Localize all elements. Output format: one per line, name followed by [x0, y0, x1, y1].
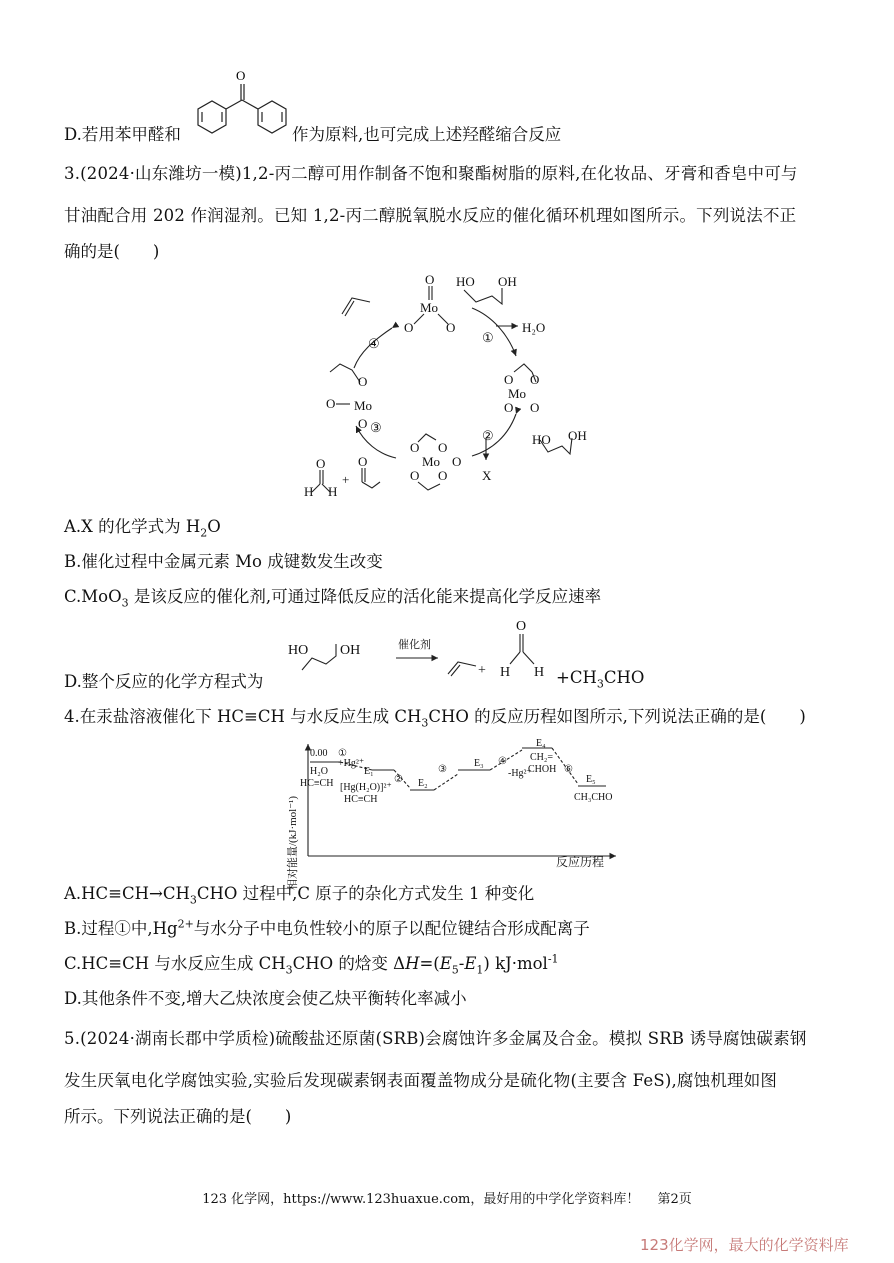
q3-stem-line-2: 甘油配合用 202 作润湿剂。已知 1,2-丙二醇脱氧脱水反应的催化循环机理如图所示。下列说法不正: [64, 206, 797, 225]
plus-sign: +: [342, 472, 350, 487]
moo3-mo: Mo: [420, 300, 439, 315]
chart-product: CH₃CHO: [574, 792, 613, 803]
q3-option-a: A.X 的化学式为 $H_2O$: [64, 517, 221, 540]
q4-option-d: D.其他条件不变,增大乙炔浓度会使乙炔平衡转化率减小: [64, 989, 467, 1008]
watermark: 123化学网，最大的化学资料库: [640, 1236, 849, 1254]
h2o-product: H₂O: [522, 320, 546, 335]
right-o1: O: [504, 372, 514, 387]
left-o1: O: [358, 374, 368, 389]
q5-stem-line-1: 5.(2024·湖南长郡中学质检)硫酸盐还原菌(SRB)会腐蚀许多金属及合金。模拟 SRB 诱导腐蚀碳素钢: [64, 1029, 807, 1048]
q3-stem-line-1: 3.(2024·山东潍坊一模)1,2-丙二醇可用作制备不饱和聚酯树脂的原料,在化妆品、牙膏和香皂中可与: [64, 164, 798, 183]
q5-stem-line-3: 所示。下列说法正确的是( ): [64, 1107, 292, 1126]
catalytic-cycle-diagram: [296, 264, 606, 504]
energy-profile-chart: [282, 738, 622, 891]
eq-o: O: [516, 619, 527, 634]
chart-enol2: CHOH: [528, 764, 557, 775]
chart-hg-minus: -Hg²⁺: [508, 768, 532, 779]
chart-step1: ①: [338, 748, 347, 759]
step-1: ①: [482, 330, 494, 345]
chart-step4: ④: [498, 756, 507, 767]
q3-option-c: C.MoO$_3$ 是该反应的催化剂,可通过降低反应的活化能来提高化学反应速率: [64, 587, 602, 610]
q2-option-d: [64, 121, 181, 145]
chart-hcch: HC≡CH: [300, 778, 334, 789]
left-mo: Mo: [354, 398, 373, 413]
bottom-o4: O: [438, 468, 448, 483]
q3-stem-line-3: 确的是( ): [64, 242, 160, 261]
bottom-o3: O: [410, 468, 420, 483]
chart-ylabel: 相对能量/(kJ·mol⁻¹): [287, 796, 299, 891]
eq-ho: HO: [288, 643, 309, 658]
moo3-o-right: O: [446, 320, 456, 335]
hcho-o: O: [316, 456, 326, 471]
right-o3: O: [504, 400, 514, 415]
diol-ho-bottom: HO: [532, 432, 551, 447]
eq-plus: +: [478, 663, 486, 678]
chart-enol: CH₂=: [530, 752, 554, 763]
q2-option-d-suffix: 作为原料,也可完成上述羟醛缩合反应: [292, 125, 562, 144]
moo3-o-top: O: [425, 272, 435, 287]
chart-step5: ⑤: [564, 764, 573, 775]
step-2: ②: [482, 428, 494, 443]
chart-complex1: [Hg(H₂O)]²⁺: [340, 782, 392, 793]
x-product: X: [482, 468, 492, 483]
chart-step3: ③: [438, 764, 447, 775]
q5-stem-line-2: 发生厌氧电化学腐蚀实验,实验后发现碳素钢表面覆盖物成分是硫化物(主要含 FeS),腐蚀机理如图: [64, 1071, 778, 1090]
chart-e3: E₃: [474, 758, 484, 769]
benzophenone-structure: [196, 64, 288, 144]
chart-xlabel: 反应历程: [556, 855, 605, 869]
chart-h2o: H₂O: [310, 766, 328, 777]
chart-zero: 0.00: [310, 748, 328, 759]
hcho-h2: H: [328, 484, 338, 499]
eq-h1: H: [500, 665, 511, 680]
eq-ch3cho: $+CH_3CHO$: [556, 668, 645, 691]
chart-e1: E₁: [364, 766, 374, 777]
page-footer: [0, 1188, 894, 1207]
chart-plus-hg: +Hg²⁺: [338, 758, 365, 769]
q4-option-c: C.HC≡CH 与水反应生成 $CH_3CHO$ 的焓变 $\Delta H=(E_5-E_1)$ kJ·mol$^{-1}$: [64, 952, 559, 977]
q4-option-b: B.过程①中$,Hg^{2+}$与水分子中电负性较小的原子以配位键结合形成配离子: [64, 917, 590, 938]
chart-e4: E₄: [536, 738, 546, 749]
diol-ho-top: HO: [456, 274, 475, 289]
bottom-o2: O: [438, 440, 448, 455]
right-o4: O: [530, 400, 540, 415]
q4-option-a: $A.HC\equiv CH\to CH_3CHO$ 过程中,C 原子的杂化方式发生 1 种变化: [64, 884, 535, 907]
step-4: ④: [368, 336, 380, 351]
benzophenone-o: O: [236, 68, 246, 83]
eq-catalyst: 催化剂: [398, 639, 431, 651]
diol-oh-bottom: OH: [568, 428, 587, 443]
bottom-o5: O: [452, 454, 462, 469]
chart-e5: E₅: [586, 774, 596, 785]
step-3: ③: [370, 420, 382, 435]
footer-text: 123 化学网，https://www.123huaxue.com，最好用的中学化学资料库！: [202, 1192, 640, 1207]
chart-e2: E₂: [418, 778, 428, 789]
left-o3: O: [358, 416, 368, 431]
chart-complex1b: HC≡CH: [344, 794, 378, 805]
q3-option-d: D.整个反应的化学方程式为: [64, 672, 264, 691]
left-o2: O: [326, 396, 336, 411]
diol-oh-top: OH: [498, 274, 517, 289]
chart-step2: ②: [394, 774, 403, 785]
q3-option-b: B.催化过程中金属元素 Mo 成键数发生改变: [64, 552, 383, 571]
bottom-o1: O: [410, 440, 420, 455]
eq-h2: H: [534, 665, 545, 680]
ch3cho-o: O: [358, 454, 368, 469]
right-o2: O: [530, 372, 540, 387]
moo3-o-left: O: [404, 320, 414, 335]
footer-page: 第2页: [657, 1192, 692, 1207]
bottom-mo: Mo: [422, 454, 441, 469]
q4-stem: 4.在汞盐溶液催化下 HC≡CH 与水反应生成 $CH_3CHO$ 的反应历程如图所示,下列说法正确的是( ): [64, 707, 806, 730]
hcho-h1: H: [304, 484, 314, 499]
eq-oh: OH: [340, 643, 361, 658]
q2-option-d-prefix: D.若用苯甲醛和: [64, 125, 181, 144]
right-mo: Mo: [508, 386, 527, 401]
